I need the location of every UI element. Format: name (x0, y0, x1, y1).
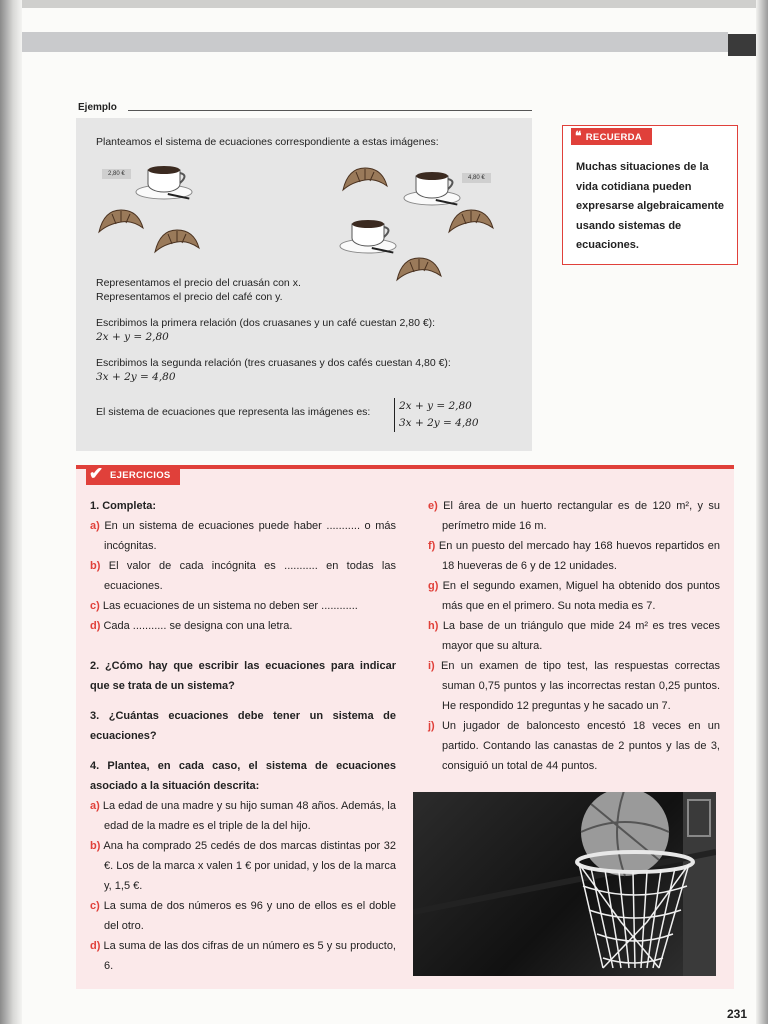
exercise-1c: c) Las ecuaciones de un sistema no deben ser ............ (90, 600, 358, 612)
exercise-1a: a) En un sistema de ecuaciones puede haber ........... o más incógnitas. (90, 520, 397, 552)
example-relation-1: Escribimos la primera relación (dos cruasanes y un café cuestan 2,80 €): (96, 317, 436, 329)
price-tag-2: 4,80 € (462, 173, 491, 183)
exercise-4i: i) En un examen de tipo test, las respuestas correctas suman 0,75 puntos y las incorrectas restan 0,25 puntos. He respondido 12 preguntas y he sacado un 7. (428, 660, 720, 712)
example-heading: Ejemplo (78, 102, 117, 113)
exercise-4-title: 4. Plantea, en cada caso, el sistema de ecuaciones asociado a la situación descrita: (90, 760, 396, 792)
exercise-4c: c) La suma de dos números es 96 y uno de ellos es el doble del otro. (90, 900, 396, 932)
exercise-4b: b) Ana ha comprado 25 cedés de dos marcas distintas por 32 €. Los de la marca x valen 1 € por unidad, y los de la marca y, 1,5 €. (90, 840, 396, 892)
example-rule (128, 110, 532, 111)
coffee-cup-icon (134, 160, 194, 202)
exercise-4e: e) El área de un huerto rectangular es de 120 m², y su perímetro mide 16 m. (428, 500, 720, 532)
exercise-4f: f) En un puesto del mercado hay 168 huevos repartidos en 18 hueveras de 6 y de 12 unidades. (428, 540, 720, 572)
exercise-4 (90, 756, 396, 976)
equation-system (394, 398, 479, 432)
book-gutter-left (0, 0, 22, 1024)
exercises-tab (86, 465, 180, 485)
exercise-4h: h) La base de un triángulo que mide 24 m² es tres veces mayor que su altura. (428, 620, 720, 652)
recuerda-label: RECUERDA (585, 132, 643, 143)
exercise-1-title: 1. Completa: (90, 500, 157, 512)
price-tag-1: 2,80 € (102, 169, 131, 179)
example-line-1: Representamos el precio del cruasán con x. (96, 277, 301, 289)
quote-icon: ❝ (575, 129, 582, 143)
book-edge-right (756, 0, 768, 1024)
exercise-4g: g) En el segundo examen, Miguel ha obtenido dos puntos más que en el primero. Su nota media es 7. (428, 580, 721, 612)
example-equation-1: 2x + y = 2,80 (96, 331, 169, 343)
coffee-cup-icon (402, 166, 462, 208)
exercise-1d: d) Cada ........... se designa con una letra. (90, 620, 293, 632)
croissant-icon (394, 254, 444, 286)
corner-tab (728, 34, 756, 56)
exercise-4j: j) Un jugador de baloncesto encestó 18 veces en un partido. Contando las canastas de 2 puntos y las de 3, consiguió un total de 44 puntos. (428, 720, 720, 772)
basketball-photo (413, 792, 716, 976)
exercise-4d: d) La suma de las dos cifras de un número es 5 y su producto, 6. (90, 940, 396, 972)
example-system-text: El sistema de ecuaciones que representa las imágenes es: (96, 406, 371, 418)
croissant-icon (152, 226, 202, 258)
recuerda-tab (571, 128, 652, 145)
system-equation-1: 2x + y = 2,80 (399, 400, 472, 412)
checkmark-icon: ✔ (89, 464, 104, 483)
exercise-2-title: 2. ¿Cómo hay que escribir las ecuaciones para indicar que se trata de un sistema? (90, 660, 396, 692)
example-line-2: Representamos el precio del café con y. (96, 291, 283, 303)
exercise-1b: b) El valor de cada incógnita es ........... en todas las ecuaciones. (90, 560, 396, 592)
system-equation-2: 3x + 2y = 4,80 (399, 417, 479, 429)
example-equation-2: 3x + 2y = 4,80 (96, 371, 176, 383)
exercise-4a: a) La edad de una madre y su hijo suman 48 años. Además, la edad de la madre es el triple de la del hijo. (90, 800, 396, 832)
croissant-icon (340, 164, 390, 196)
page-number: 231 (727, 1007, 748, 1021)
recuerda-box (562, 125, 738, 265)
coffee-cup-icon (338, 214, 398, 256)
basketball-hoop-icon (413, 792, 716, 976)
header-band (22, 32, 728, 52)
page-top-edge (0, 0, 768, 8)
exercises-label: EJERCICIOS (110, 470, 171, 481)
exercise-3-title: 3. ¿Cuántas ecuaciones debe tener un sistema de ecuaciones? (90, 710, 396, 742)
example-box (76, 118, 532, 451)
recuerda-text: Muchas situaciones de la vida cotidiana pueden expresarse algebraicamente usando sistemas de ecuaciones. (576, 161, 724, 251)
croissant-icon (96, 206, 146, 238)
exercise-1 (90, 496, 396, 636)
exercise-4-continued (428, 496, 720, 776)
croissant-icon (446, 206, 496, 238)
example-relation-2: Escribimos la segunda relación (tres cruasanes y dos cafés cuestan 4,80 €): (96, 357, 451, 369)
example-intro: Planteamos el sistema de ecuaciones correspondiente a estas imágenes: (96, 136, 439, 148)
